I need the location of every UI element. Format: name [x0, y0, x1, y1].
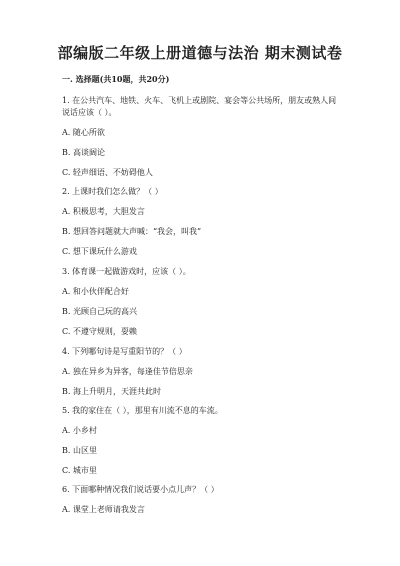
option-5a: A. 小乡村	[62, 426, 97, 435]
question-5: 5. 我的家住在（ ），那里有川流不息的车流。	[62, 406, 223, 415]
question-2: 2. 上课时我们怎么做？（ ）	[62, 187, 163, 196]
question-6: 6. 下面哪种情况我们说话要小点儿声？（ ）	[62, 485, 219, 494]
option-2b: B. 想回答问题就大声喊：“我会，叫我”	[62, 227, 202, 236]
option-4b: B. 海上升明月，天涯共此时	[62, 387, 161, 396]
question-4: 4. 下列哪句诗是写重阳节的？（ ）	[62, 347, 187, 356]
question-1-line-1: 1. 在公共汽车、地铁、火车、飞机上或剧院、宴会等公共场所，朋友或熟人间	[62, 96, 337, 105]
option-2c: C. 想下课玩什么游戏	[62, 247, 137, 256]
section-heading: 一. 选择题(共10题，共20分)	[62, 74, 170, 84]
option-5c: C. 城市里	[62, 466, 97, 475]
option-1a: A. 随心所欲	[62, 128, 105, 137]
option-3a: A. 和小伙伴配合好	[62, 287, 129, 296]
option-5b: B. 山区里	[62, 446, 97, 455]
question-3: 3. 体育课一起做游戏时，应该（ ）。	[62, 267, 191, 276]
page-title: 部编版二年级上册道德与法治 期末测试卷	[57, 44, 343, 62]
option-2a: A. 积极思考，大胆发言	[62, 207, 145, 216]
option-3b: B. 光顾自己玩的高兴	[62, 307, 137, 316]
option-1c: C. 轻声细语、不妨碍他人	[62, 168, 153, 177]
question-1-line-2: 说话应该（ ）。	[62, 108, 117, 117]
option-6a: A. 课堂上老师请我发言	[62, 505, 145, 514]
option-3c: C. 不遵守规则，耍赖	[62, 327, 137, 336]
option-4a: A. 独在异乡为异客，每逢佳节倍思亲	[62, 367, 193, 376]
option-1b: B. 高谈阔论	[62, 148, 105, 157]
